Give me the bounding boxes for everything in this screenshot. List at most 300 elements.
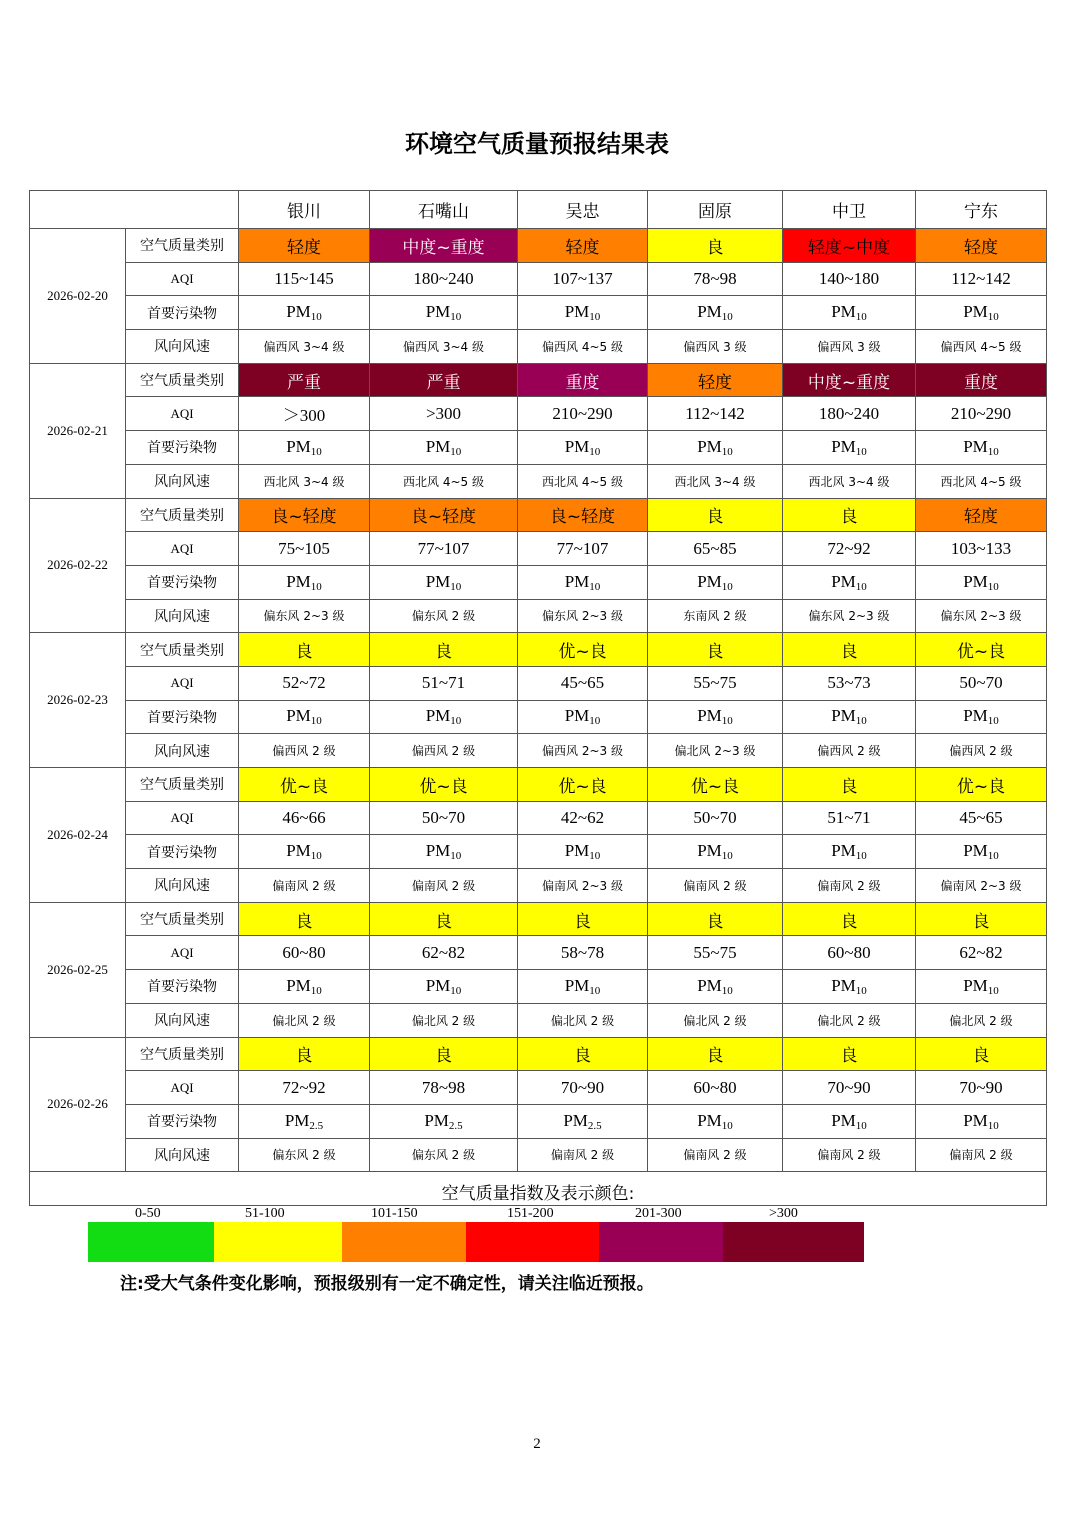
pollutant-name: PM xyxy=(284,1110,310,1130)
aqi-cell: 45~65 xyxy=(518,666,648,700)
row-label-aqi: AQI xyxy=(126,397,239,431)
pollutant-cell xyxy=(518,565,648,599)
pollutant-subscript: 10 xyxy=(987,580,999,593)
pollutant-subscript: 10 xyxy=(987,850,999,863)
wind-cell: 西北风 4~5 级 xyxy=(370,464,518,498)
pollutant-cell xyxy=(518,296,648,330)
category-cell: 良 xyxy=(783,768,916,802)
pollutant-subscript: 10 xyxy=(589,715,601,728)
pollutant-cell xyxy=(648,431,783,465)
pollutant-subscript: 10 xyxy=(855,445,867,458)
wind-cell: 偏南风 2 级 xyxy=(783,869,916,903)
pollutant-cell xyxy=(648,1104,783,1138)
pollutant-name: PM xyxy=(963,1110,988,1130)
pollutant-subscript: 10 xyxy=(721,984,733,997)
aqi-cell: 70~90 xyxy=(783,1071,916,1105)
category-cell: 良 xyxy=(239,902,370,936)
aqi-cell: 112~142 xyxy=(648,397,783,431)
legend-range-label: 0-50 xyxy=(135,1206,161,1222)
pollutant-cell xyxy=(239,1104,370,1138)
wind-cell: 偏北风 2 级 xyxy=(518,1003,648,1037)
pollutant-subscript: 10 xyxy=(855,850,867,863)
aqi-cell: 180~240 xyxy=(783,397,916,431)
wind-cell: 偏北风 2~3 级 xyxy=(648,734,783,768)
city-header: 石嘴山 xyxy=(370,191,518,229)
legend-range-label: 201-300 xyxy=(635,1206,682,1222)
pollutant-cell xyxy=(783,431,916,465)
category-cell: 良 xyxy=(783,902,916,936)
wind-cell: 偏西风 2 级 xyxy=(916,734,1047,768)
aqi-row xyxy=(30,936,1047,970)
legend-color-swatch xyxy=(599,1222,723,1262)
aqi-row xyxy=(30,801,1047,835)
wind-cell: 偏南风 2 级 xyxy=(783,1138,916,1172)
legend-row xyxy=(30,1172,1047,1206)
wind-cell: 偏南风 2 级 xyxy=(916,1138,1047,1172)
pollutant-cell xyxy=(239,700,370,734)
city-header: 中卫 xyxy=(783,191,916,229)
pollutant-subscript: 10 xyxy=(987,984,999,997)
pollutant-row xyxy=(30,835,1047,869)
pollutant-name: PM xyxy=(425,571,451,591)
category-cell: 良 xyxy=(648,902,783,936)
pollutant-name: PM xyxy=(564,975,590,995)
pollutant-name: PM xyxy=(963,302,988,322)
aqi-cell: 55~75 xyxy=(648,936,783,970)
pollutant-subscript: 10 xyxy=(450,850,462,863)
category-cell: 良 xyxy=(370,633,518,667)
category-cell: 优~良 xyxy=(518,768,648,802)
pollutant-name: PM xyxy=(564,571,590,591)
row-label-aqi: AQI xyxy=(126,532,239,566)
aqi-cell: ＞300 xyxy=(239,397,370,431)
category-cell: 重度 xyxy=(916,363,1047,397)
pollutant-subscript: 10 xyxy=(310,984,322,997)
pollutant-cell xyxy=(518,970,648,1004)
wind-cell: 偏西风 2 级 xyxy=(783,734,916,768)
forecast-date: 2026-02-23 xyxy=(30,633,126,768)
pollutant-name: PM xyxy=(425,706,451,726)
legend-range-label: >300 xyxy=(769,1206,798,1222)
pollutant-name: PM xyxy=(564,436,590,456)
aqi-cell: 51~71 xyxy=(783,801,916,835)
aqi-cell: 46~66 xyxy=(239,801,370,835)
category-cell: 优~良 xyxy=(916,633,1047,667)
wind-cell: 偏北风 2 级 xyxy=(783,1003,916,1037)
pollutant-cell xyxy=(916,835,1047,869)
category-cell: 优~良 xyxy=(239,768,370,802)
row-label-category: 空气质量类别 xyxy=(126,1037,239,1071)
wind-cell: 西北风 3~4 级 xyxy=(648,464,783,498)
aqi-cell: 65~85 xyxy=(648,532,783,566)
aqi-cell: 50~70 xyxy=(648,801,783,835)
wind-cell: 偏北风 2 级 xyxy=(916,1003,1047,1037)
forecast-date: 2026-02-21 xyxy=(30,363,126,498)
pollutant-subscript: 10 xyxy=(855,1119,867,1132)
page-number: 2 xyxy=(533,1436,541,1452)
aqi-row xyxy=(30,262,1047,296)
row-label-pollutant: 首要污染物 xyxy=(126,565,239,599)
category-cell: 良 xyxy=(648,1037,783,1071)
pollutant-cell xyxy=(648,835,783,869)
aqi-cell: 70~90 xyxy=(916,1071,1047,1105)
pollutant-cell xyxy=(239,565,370,599)
pollutant-row xyxy=(30,565,1047,599)
row-label-wind: 风向风速 xyxy=(126,869,239,903)
pollutant-subscript: 10 xyxy=(450,984,462,997)
aqi-cell: 42~62 xyxy=(518,801,648,835)
legend-color-swatch xyxy=(88,1222,214,1262)
pollutant-subscript: 10 xyxy=(987,715,999,728)
city-header: 宁东 xyxy=(916,191,1047,229)
wind-cell: 偏南风 2~3 级 xyxy=(916,869,1047,903)
category-row xyxy=(30,498,1047,532)
forecast-date: 2026-02-26 xyxy=(30,1037,126,1172)
legend-cell xyxy=(30,1172,1047,1222)
category-row xyxy=(30,768,1047,802)
pollutant-subscript: 10 xyxy=(450,580,462,593)
legend-color-swatch xyxy=(723,1222,864,1262)
legend-range-label: 51-100 xyxy=(245,1206,285,1222)
category-cell: 重度 xyxy=(518,363,648,397)
aqi-cell: 210~290 xyxy=(518,397,648,431)
pollutant-row xyxy=(30,970,1047,1004)
wind-cell: 西北风 4~5 级 xyxy=(916,464,1047,498)
pollutant-cell xyxy=(783,970,916,1004)
pollutant-cell xyxy=(370,835,518,869)
legend-color-bar xyxy=(88,1222,864,1262)
aqi-cell: 50~70 xyxy=(916,666,1047,700)
pollutant-subscript: 10 xyxy=(310,580,322,593)
aqi-cell: 62~82 xyxy=(916,936,1047,970)
pollutant-name: PM xyxy=(564,706,590,726)
pollutant-cell xyxy=(239,835,370,869)
wind-cell: 偏北风 2 级 xyxy=(370,1003,518,1037)
category-cell: 良 xyxy=(518,1037,648,1071)
pollutant-name: PM xyxy=(831,841,856,861)
pollutant-subscript: 10 xyxy=(721,311,733,324)
wind-row xyxy=(30,599,1047,633)
pollutant-name: PM xyxy=(286,706,311,726)
wind-cell: 偏东风 2 级 xyxy=(370,1138,518,1172)
forecast-date: 2026-02-22 xyxy=(30,498,126,633)
forecast-table xyxy=(29,190,1047,1222)
legend-range-label: 101-150 xyxy=(371,1206,418,1222)
pollutant-subscript: 10 xyxy=(310,311,322,324)
wind-cell: 偏南风 2 级 xyxy=(648,869,783,903)
pollutant-name: PM xyxy=(831,571,856,591)
pollutant-name: PM xyxy=(564,841,590,861)
aqi-row xyxy=(30,666,1047,700)
row-label-category: 空气质量类别 xyxy=(126,768,239,802)
wind-cell: 偏西风 3~4 级 xyxy=(370,330,518,364)
wind-cell: 偏东风 2~3 级 xyxy=(916,599,1047,633)
category-row xyxy=(30,1037,1047,1071)
forecast-date: 2026-02-25 xyxy=(30,902,126,1037)
pollutant-cell xyxy=(916,700,1047,734)
aqi-cell: 60~80 xyxy=(648,1071,783,1105)
pollutant-cell xyxy=(370,700,518,734)
pollutant-row xyxy=(30,700,1047,734)
wind-cell: 偏西风 2~3 级 xyxy=(518,734,648,768)
row-label-pollutant: 首要污染物 xyxy=(126,700,239,734)
header-corner-cell xyxy=(30,191,239,229)
category-cell: 良 xyxy=(518,902,648,936)
pollutant-cell xyxy=(370,970,518,1004)
wind-cell: 东南风 2 级 xyxy=(648,599,783,633)
pollutant-subscript: 10 xyxy=(855,580,867,593)
category-row xyxy=(30,363,1047,397)
wind-cell: 偏南风 2 级 xyxy=(518,1138,648,1172)
category-cell: 良 xyxy=(239,633,370,667)
pollutant-name: PM xyxy=(563,1110,588,1130)
pollutant-name: PM xyxy=(425,975,451,995)
pollutant-name: PM xyxy=(963,436,988,456)
wind-cell: 偏北风 2 级 xyxy=(239,1003,370,1037)
wind-cell: 偏北风 2 级 xyxy=(648,1003,783,1037)
category-cell: 良~轻度 xyxy=(370,498,518,532)
pollutant-subscript: 10 xyxy=(721,850,733,863)
pollutant-cell xyxy=(783,296,916,330)
pollutant-name: PM xyxy=(831,706,856,726)
aqi-row xyxy=(30,532,1047,566)
pollutant-name: PM xyxy=(424,1110,449,1130)
forecast-date: 2026-02-24 xyxy=(30,768,126,903)
pollutant-name: PM xyxy=(963,571,988,591)
wind-row xyxy=(30,869,1047,903)
category-cell: 良 xyxy=(648,633,783,667)
category-row xyxy=(30,902,1047,936)
pollutant-cell xyxy=(916,296,1047,330)
aqi-cell: 140~180 xyxy=(783,262,916,296)
pollutant-cell xyxy=(518,431,648,465)
pollutant-subscript: 10 xyxy=(987,311,999,324)
pollutant-cell xyxy=(239,970,370,1004)
wind-row xyxy=(30,464,1047,498)
aqi-cell: 112~142 xyxy=(916,262,1047,296)
forecast-table-body xyxy=(30,191,1047,1222)
pollutant-name: PM xyxy=(425,436,451,456)
city-header: 吴忠 xyxy=(518,191,648,229)
pollutant-cell xyxy=(783,1104,916,1138)
city-header: 银川 xyxy=(239,191,370,229)
pollutant-subscript: 10 xyxy=(855,311,867,324)
row-label-aqi: AQI xyxy=(126,801,239,835)
wind-cell: 西北风 3~4 级 xyxy=(783,464,916,498)
wind-cell: 偏西风 3 级 xyxy=(783,330,916,364)
pollutant-cell xyxy=(518,1104,648,1138)
pollutant-subscript: 10 xyxy=(721,1119,733,1132)
wind-cell: 偏南风 2 级 xyxy=(370,869,518,903)
pollutant-name: PM xyxy=(286,571,311,591)
pollutant-name: PM xyxy=(286,436,311,456)
category-cell: 良 xyxy=(370,902,518,936)
pollutant-cell xyxy=(370,431,518,465)
pollutant-name: PM xyxy=(425,302,451,322)
row-label-wind: 风向风速 xyxy=(126,1003,239,1037)
aqi-cell: 60~80 xyxy=(783,936,916,970)
pollutant-cell xyxy=(783,565,916,599)
pollutant-cell xyxy=(370,296,518,330)
aqi-cell: 103~133 xyxy=(916,532,1047,566)
row-label-aqi: AQI xyxy=(126,1071,239,1105)
pollutant-cell xyxy=(648,296,783,330)
wind-cell: 偏西风 2 级 xyxy=(239,734,370,768)
category-cell: 良~轻度 xyxy=(239,498,370,532)
aqi-cell: 77~107 xyxy=(370,532,518,566)
aqi-row xyxy=(30,1071,1047,1105)
row-label-wind: 风向风速 xyxy=(126,734,239,768)
row-label-category: 空气质量类别 xyxy=(126,498,239,532)
pollutant-cell xyxy=(518,835,648,869)
aqi-cell: 72~92 xyxy=(239,1071,370,1105)
wind-cell: 偏南风 2~3 级 xyxy=(518,869,648,903)
pollutant-subscript: 10 xyxy=(310,445,322,458)
row-label-wind: 风向风速 xyxy=(126,464,239,498)
pollutant-subscript: 10 xyxy=(721,715,733,728)
aqi-cell: 60~80 xyxy=(239,936,370,970)
pollutant-row xyxy=(30,296,1047,330)
aqi-cell: 78~98 xyxy=(370,1071,518,1105)
pollutant-cell xyxy=(916,1104,1047,1138)
aqi-row xyxy=(30,397,1047,431)
pollutant-name: PM xyxy=(697,436,722,456)
row-label-category: 空气质量类别 xyxy=(126,229,239,263)
pollutant-cell xyxy=(239,296,370,330)
wind-cell: 偏西风 4~5 级 xyxy=(518,330,648,364)
city-header: 固原 xyxy=(648,191,783,229)
legend-range-label: 151-200 xyxy=(507,1206,554,1222)
pollutant-subscript: 10 xyxy=(450,311,462,324)
category-cell: 中度~重度 xyxy=(370,229,518,263)
wind-row xyxy=(30,1003,1047,1037)
pollutant-row xyxy=(30,431,1047,465)
aqi-cell: 78~98 xyxy=(648,262,783,296)
pollutant-name: PM xyxy=(697,706,722,726)
category-cell: 良 xyxy=(370,1037,518,1071)
wind-row xyxy=(30,734,1047,768)
wind-cell: 偏东风 2 级 xyxy=(239,1138,370,1172)
pollutant-subscript: 2.5 xyxy=(309,1119,324,1132)
row-label-aqi: AQI xyxy=(126,262,239,296)
category-cell: 良 xyxy=(648,498,783,532)
wind-cell: 偏西风 3 级 xyxy=(648,330,783,364)
pollutant-name: PM xyxy=(286,841,311,861)
pollutant-subscript: 10 xyxy=(987,445,999,458)
row-label-pollutant: 首要污染物 xyxy=(126,431,239,465)
pollutant-name: PM xyxy=(831,975,856,995)
pollutant-subscript: 10 xyxy=(721,580,733,593)
row-label-wind: 风向风速 xyxy=(126,1138,239,1172)
pollutant-name: PM xyxy=(697,571,722,591)
aqi-cell: 107~137 xyxy=(518,262,648,296)
wind-cell: 西北风 4~5 级 xyxy=(518,464,648,498)
row-label-pollutant: 首要污染物 xyxy=(126,296,239,330)
category-cell: 严重 xyxy=(239,363,370,397)
pollutant-subscript: 10 xyxy=(721,445,733,458)
pollutant-cell xyxy=(239,431,370,465)
pollutant-cell xyxy=(648,700,783,734)
row-label-aqi: AQI xyxy=(126,936,239,970)
pollutant-name: PM xyxy=(831,302,856,322)
aqi-cell: 55~75 xyxy=(648,666,783,700)
pollutant-cell xyxy=(648,565,783,599)
aqi-cell: 53~73 xyxy=(783,666,916,700)
pollutant-subscript: 10 xyxy=(589,984,601,997)
row-label-category: 空气质量类别 xyxy=(126,633,239,667)
aqi-cell: 51~71 xyxy=(370,666,518,700)
row-label-category: 空气质量类别 xyxy=(126,363,239,397)
aqi-cell: 62~82 xyxy=(370,936,518,970)
wind-cell: 偏南风 2 级 xyxy=(648,1138,783,1172)
wind-cell: 偏西风 2 级 xyxy=(370,734,518,768)
pollutant-cell xyxy=(370,565,518,599)
wind-cell: 偏东风 2 级 xyxy=(370,599,518,633)
aqi-cell: 210~290 xyxy=(916,397,1047,431)
pollutant-subscript: 10 xyxy=(987,1119,999,1132)
forecast-date: 2026-02-20 xyxy=(30,229,126,364)
category-cell: 轻度 xyxy=(916,229,1047,263)
pollutant-name: PM xyxy=(286,975,311,995)
pollutant-name: PM xyxy=(697,975,722,995)
wind-cell: 偏东风 2~3 级 xyxy=(518,599,648,633)
category-cell: 轻度~中度 xyxy=(783,229,916,263)
pollutant-subscript: 10 xyxy=(855,715,867,728)
pollutant-name: PM xyxy=(564,302,590,322)
pollutant-row xyxy=(30,1104,1047,1138)
wind-cell: 西北风 3~4 级 xyxy=(239,464,370,498)
aqi-cell: 50~70 xyxy=(370,801,518,835)
aqi-cell: >300 xyxy=(370,397,518,431)
aqi-cell: 75~105 xyxy=(239,532,370,566)
legend-title: 空气质量指数及表示颜色: xyxy=(441,1184,635,1205)
forecast-note: 注:受大气条件变化影响，预报级别有一定不确定性，请关注临近预报。 xyxy=(120,1274,654,1294)
category-cell: 良 xyxy=(783,633,916,667)
pollutant-name: PM xyxy=(697,302,722,322)
wind-row xyxy=(30,330,1047,364)
row-label-wind: 风向风速 xyxy=(126,330,239,364)
legend-color-swatch xyxy=(342,1222,466,1262)
pollutant-cell xyxy=(518,700,648,734)
wind-cell: 偏西风 3~4 级 xyxy=(239,330,370,364)
row-label-pollutant: 首要污染物 xyxy=(126,1104,239,1138)
category-cell: 轻度 xyxy=(239,229,370,263)
category-cell: 优~良 xyxy=(518,633,648,667)
pollutant-name: PM xyxy=(831,1110,856,1130)
pollutant-cell xyxy=(648,970,783,1004)
city-header-row xyxy=(30,191,1047,229)
category-cell: 良 xyxy=(239,1037,370,1071)
pollutant-subscript: 10 xyxy=(450,715,462,728)
wind-cell: 偏南风 2 级 xyxy=(239,869,370,903)
row-label-wind: 风向风速 xyxy=(126,599,239,633)
pollutant-subscript: 10 xyxy=(589,580,601,593)
row-label-pollutant: 首要污染物 xyxy=(126,835,239,869)
aqi-cell: 45~65 xyxy=(916,801,1047,835)
category-cell: 良 xyxy=(916,902,1047,936)
row-label-aqi: AQI xyxy=(126,666,239,700)
wind-cell: 偏东风 2~3 级 xyxy=(783,599,916,633)
pollutant-cell xyxy=(783,700,916,734)
category-cell: 良~轻度 xyxy=(518,498,648,532)
category-cell: 轻度 xyxy=(916,498,1047,532)
pollutant-name: PM xyxy=(963,975,988,995)
pollutant-subscript: 10 xyxy=(589,445,601,458)
pollutant-cell xyxy=(783,835,916,869)
category-cell: 良 xyxy=(916,1037,1047,1071)
wind-cell: 偏东风 2~3 级 xyxy=(239,599,370,633)
pollutant-subscript: 10 xyxy=(855,984,867,997)
